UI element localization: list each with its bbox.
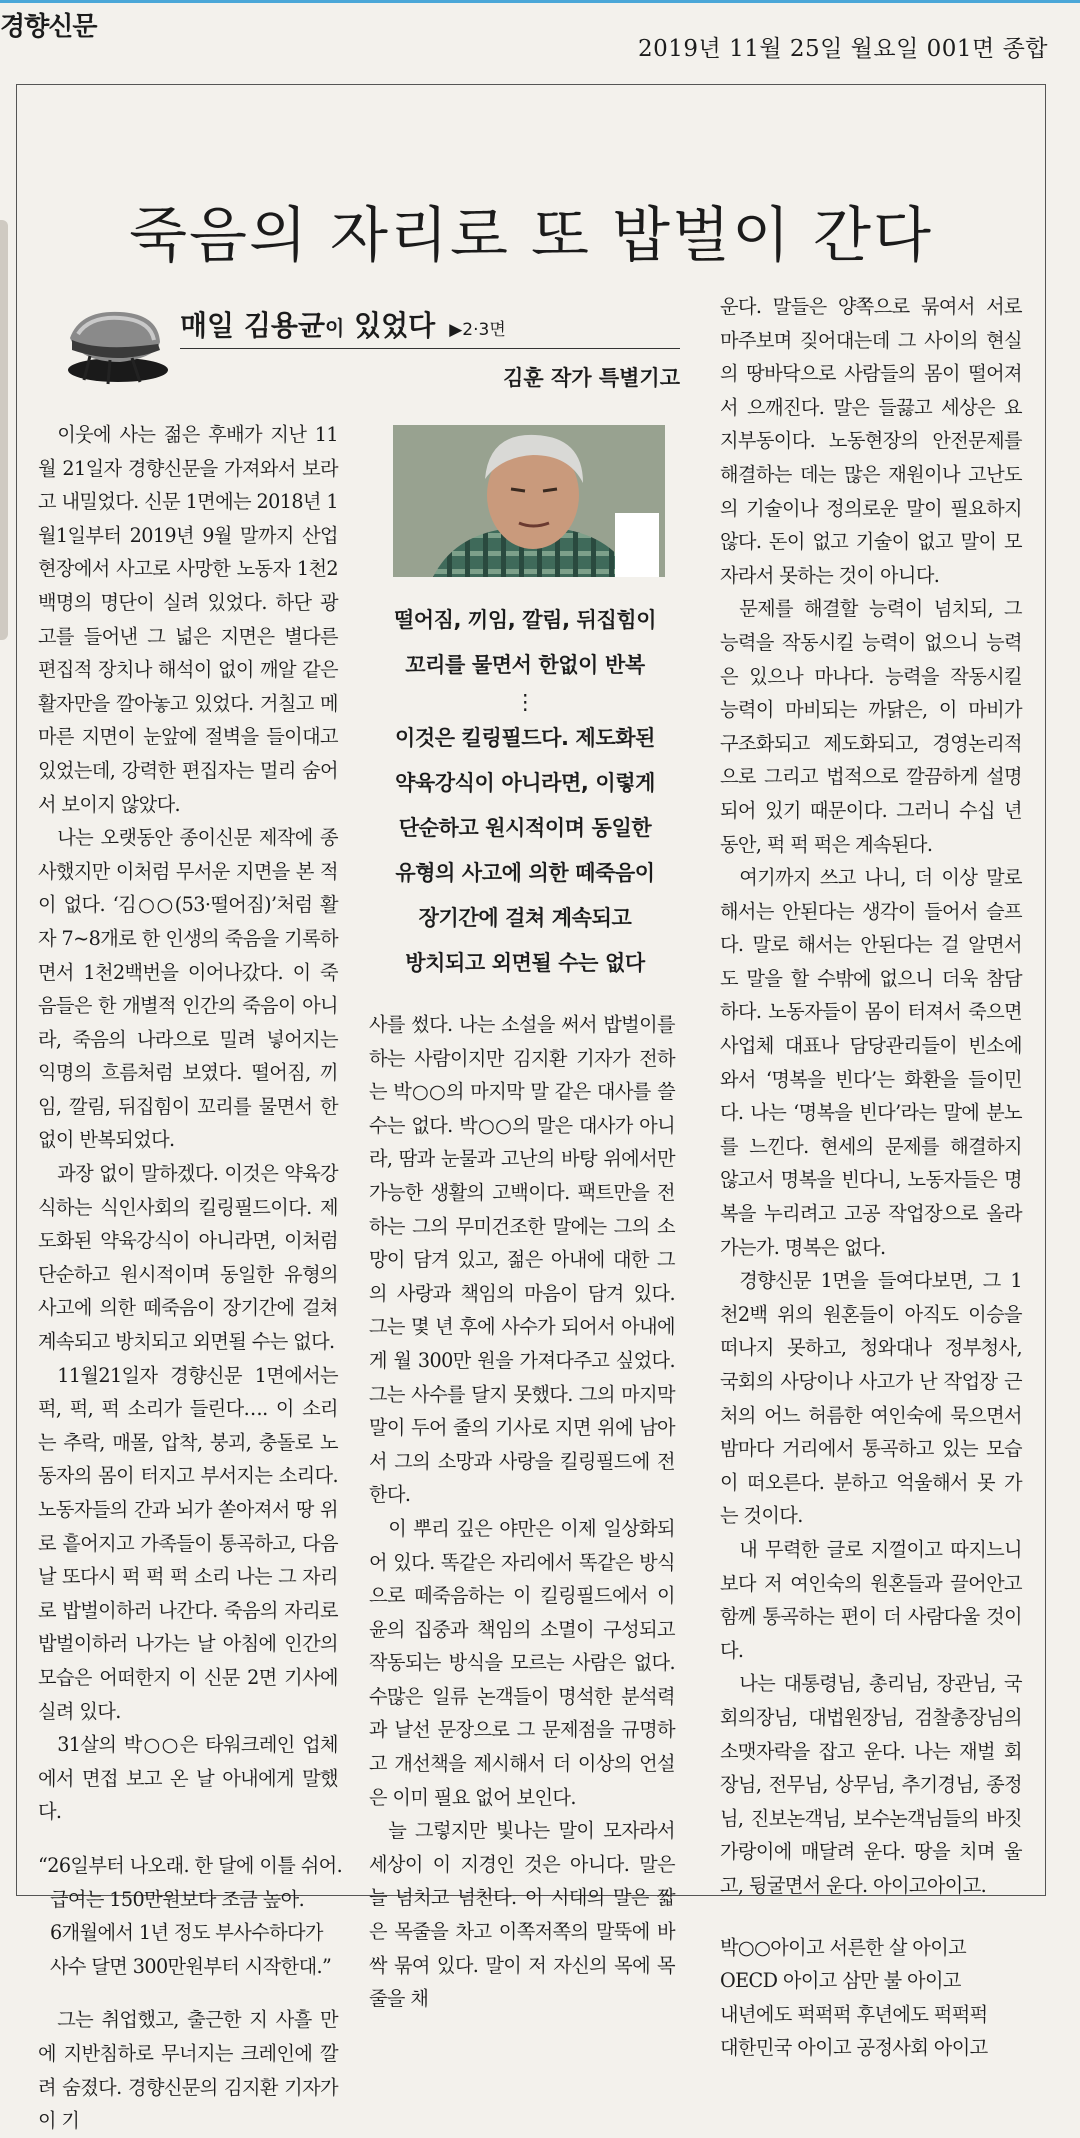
pull-quote: [372, 598, 678, 986]
ellipsis-dots: ⋮: [514, 690, 536, 714]
pull-quote-line: 이것은 킬링필드다. 제도화된: [394, 726, 656, 750]
author-portrait-photo: [393, 425, 665, 577]
dateline: 2019년 11월 25일 월요일 001면 종합: [638, 36, 1048, 62]
verse-line: 박○○아이고 서른한 살 아이고: [720, 1935, 967, 1959]
subhead-main: 매일 김용균: [180, 309, 325, 342]
article-column-3: [720, 290, 1022, 2060]
paragraph: 여기까지 쓰고 나니, 더 이상 말로 해서는 안된다는 생각이 들어서 슬프다. 말로 해서는 안된다는 걸 알면서도 말을 할 수밖에 없으니 더욱 참담하다. 노동자들이 몸이 터져서 죽으면 사업체 대표나 담당관리들이 빈소에 와서 ‘명복을 빈다’는 화환을 들이민다. 나는 ‘명복을 빈다’라는 말에 분노를 느낀다. 현세의 문제를 해결하지 않고서 명복을 빈다니, 노동자들은 명복을 누리려고 고공 작업장으로 올라가는가. 명복은 없다.: [720, 866, 1022, 1259]
verse-line: 대한민국 아이고 공정사회 아이고: [720, 2036, 988, 2060]
subhead-tail: 있었다: [344, 309, 436, 342]
page-edge-tab: [0, 220, 8, 640]
subhead-particle: 이: [325, 316, 345, 340]
lament-verse: [720, 1931, 1022, 2065]
safety-helmet-photo: [60, 300, 170, 386]
paragraph: 이웃에 사는 젊은 후배가 지난 11월 21일자 경향신문을 가져와서 보라고 내밀었다. 신문 1면에는 2018년 1월1일부터 2019년 9월 말까지 산업현장에서 사고로 사망한 노동자 1천2백명의 명단이 실려 있었다. 하단 광고를 들어낸 그 넓은 지면은 별다른 편집적 장치나 해석이 없이 깨알 같은 활자만을 깔아놓고 있었다. 거칠고 메마른 지면이 눈앞에 절벽을 들이대고 있었는데, 강력한 편집자는 멀리 숨어서 보이지 않았다.: [38, 423, 338, 816]
paragraph: 운다. 말들은 양쪽으로 묶여서 서로 마주보며 짖어대는데 그 사이의 현실의 땅바닥으로 사람들의 몸이 떨어져서 으깨진다. 말은 들끓고 세상은 요지부동이다. 노동현장의 안전문제를 해결하는 데는 많은 재원이나 고난도의 기술이나 정의로운 말이 필요하지 않다. 돈이 없고 기술이 없고 말이 모자라서 못하는 것이 아니다.: [720, 295, 1022, 587]
pull-quote-line: 방치되고 외면될 수는 없다: [405, 951, 645, 975]
article-column-2: [369, 1008, 675, 2011]
pull-quote-line: 꼬리를 물면서 한없이 반복: [405, 653, 645, 677]
pull-quote-line: 유형의 사고에 의한 떼죽음이: [395, 861, 655, 885]
paragraph: 사를 썼다. 나는 소설을 써서 밥벌이를 하는 사람이지만 김지환 기자가 전하는 박○○의 마지막 말 같은 대사를 쓸 수는 없다. 박○○의 말은 대사가 아니라, 땀과 눈물과 고난의 바탕 위에서만 가능한 생활의 고백이다. 팩트만을 전하는 그의 무미건조한 말에는 그의 소망이 담겨 있고, 젊은 아내에 대한 그의 사랑과 책임의 마음이 담겨 있다. 그는 몇 년 후에 사수가 되어서 아내에게 월 300만 원을 가져다주고 싶었다. 그는 사수를 달지 못했다. 그의 마지막 말이 두어 줄의 기사로 지면 위에 남아서 그의 소망과 사랑을 킬링필드에 전한다.: [369, 1013, 675, 1507]
spacer: [720, 1903, 1022, 1931]
pull-quote-line: 약육강식이 아니라면, 이렇게: [394, 771, 656, 795]
paragraph: 과장 없이 말하겠다. 이것은 약육강식하는 식인사회의 킬링필드이다. 제도화된 약육강식이 아니라면, 이처럼 단순하고 원시적이며 동일한 유형의 사고에 의한 떼죽음이 장기간에 걸쳐 계속되고 방치되고 외면될 수는 없다.: [38, 1162, 338, 1354]
paragraph: 그는 취업했고, 출근한 지 사흘 만에 지반침하로 무너지는 크레인에 깔려 숨졌다. 경향신문의 김지환 기자가 이 기: [38, 2008, 338, 2133]
paragraph: 문제를 해결할 능력이 넘치되, 그 능력을 작동시킬 능력이 없으니 능력은 있으나 마나다. 능력을 작동시킬 능력이 마비되는 까닭은, 이 마비가 구조화되고 제도화되고, 경영논리적으로 그리고 법적으로 깔끔하게 설명되어 있기 때문이다. 그러니 수십 년 동안, 퍽 퍽 퍽은 계속된다.: [720, 597, 1022, 856]
pull-quote-line: 떨어짐, 끼임, 깔림, 뒤집힘이: [393, 608, 657, 632]
paragraph: 내 무력한 글로 지껄이고 따지느니보다 저 여인숙의 원혼들과 끌어안고 함께 통곡하는 편이 더 사람다울 것이다.: [720, 1537, 1022, 1662]
headline: 죽음의 자리로 또 밥벌이 간다: [129, 201, 933, 272]
paragraph: 경향신문 1면을 들여다보면, 그 1천2백 위의 원혼들이 아직도 이승을 떠나지 못하고, 청와대나 정부청사, 국회의 사당이나 사고가 난 작업장 근처의 어느 허름한 여인숙에 묵으면서 밤마다 거리에서 통곡하고 있는 모습이 떠오른다. 분하고 억울해서 못 가는 것이다.: [720, 1269, 1022, 1528]
quote-line: “26일부터 나오래. 한 달에 이틀 쉬어.: [38, 1853, 343, 1877]
verse-line: OECD 아이고 삼만 불 아이고: [720, 1969, 961, 1993]
pull-quote-line: 장기간에 걸쳐 계속되고: [418, 906, 632, 930]
quote-line: 6개월에서 1년 정도 부사수하다가: [50, 1921, 323, 1945]
quoted-speech: [38, 1849, 343, 1983]
masthead: 경향신문: [0, 12, 97, 42]
subheadline: [180, 304, 680, 344]
byline: 김훈 작가 특별기고: [503, 366, 680, 390]
article-column-1: [38, 418, 343, 2133]
paragraph: 이 뿌리 깊은 야만은 이제 일상화되어 있다. 똑같은 자리에서 똑같은 방식으로 떼죽음하는 이 킬링필드에서 이윤의 집중과 책임의 소멸이 구성되고 작동되는 방식을 모르는 사람은 없다. 수많은 일류 논객들이 명석한 분석력과 날선 문장으로 그 문제점을 규명하고 개선책을 제시해서 더 이상의 언설은 이미 필요 없어 보인다.: [369, 1516, 675, 1809]
paragraph: 늘 그렇지만 빛나는 말이 모자라서 세상이 이 지경인 것은 아니다. 말은 늘 넘치고 넘친다. 이 시대의 말은 짧은 목줄을 차고 이쪽저쪽의 말뚝에 바싹 묶여 있다. 말이 저 자신의 목에 목줄을 채: [369, 1819, 675, 2011]
subhead-rule: [180, 348, 680, 349]
paragraph: 31살의 박○○은 타워크레인 업체에서 면접 보고 온 날 아내에게 말했다.: [38, 1733, 338, 1824]
quote-line: 급여는 150만원보다 조금 높아.: [50, 1887, 305, 1911]
paragraph: 나는 오랫동안 종이신문 제작에 종사했지만 이처럼 무서운 지면을 본 적이 없다. ‘김○○(53·떨어짐)’처럼 활자 7~8개로 한 인생의 죽음을 기록하면서 1천2백번을 이어나갔다. 이 죽음들은 한 개별적 인간의 죽음이 아니라, 죽음의 나라으로 밀려 넣어지는 익명의 흐름처럼 보였다. 떨어짐, 끼임, 깔림, 뒤집힘이 꼬리를 물면서 한없이 반복되었다.: [38, 826, 338, 1152]
verse-line: 내년에도 퍽퍽퍽 후년에도 퍽퍽퍽: [720, 2002, 988, 2026]
top-accent-line: [0, 0, 1080, 3]
quote-line: 사수 달면 300만원부터 시작한대.”: [50, 1954, 332, 1978]
related-pages-ref: ▶2·3면: [449, 320, 506, 340]
paragraph: 나는 대통령님, 총리님, 장관님, 국회의장님, 대법원장님, 검찰총장님의 소맷자락을 잡고 운다. 나는 재벌 회장님, 전무님, 상무님, 추기경님, 종정님, 진보논객님, 보수논객님들의 바짓가랑이에 매달려 운다. 땅을 치며 울고, 뒹굴면서 운다. 아이고아이고.: [720, 1672, 1022, 1897]
pull-quote-line: 단순하고 원시적이며 동일한: [398, 816, 652, 840]
paragraph: 11월21일자 경향신문 1면에서는 퍽, 퍽, 퍽 소리가 들린다…. 이 소리는 추락, 매몰, 압착, 붕괴, 충돌로 노동자의 몸이 터지고 부서지는 소리다. 노동자들의 간과 뇌가 쏟아져서 땅 위로 흩어지고 가족들이 통곡하고, 다음날 또다시 퍽 퍽 퍽 소리 나는 그 자리로 밥벌이하러 나간다. 죽음의 자리로 밥벌이하러 나가는 날 아침에 인간의 모습은 어떠한지 이 신문 2면 기사에 실려 있다.: [38, 1363, 338, 1723]
